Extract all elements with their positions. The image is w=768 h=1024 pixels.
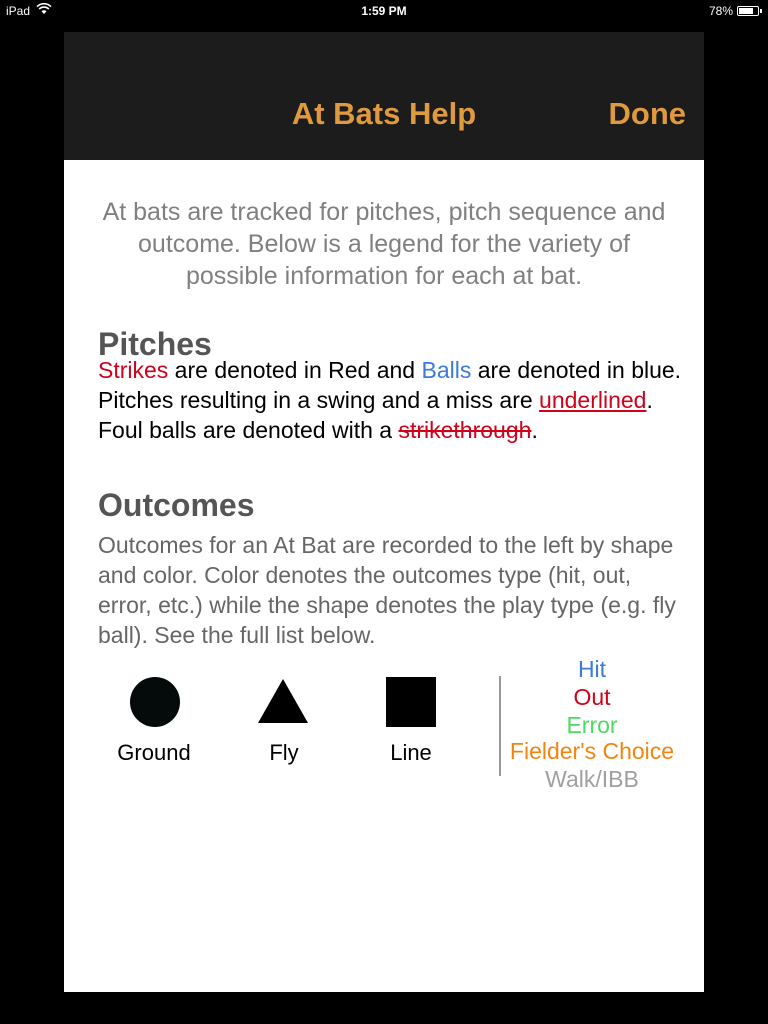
battery-percent: 78% (708, 4, 733, 18)
balls-text: Balls (421, 357, 472, 383)
pitches-description (98, 355, 688, 445)
intro-text: At bats are tracked for pitches, pitch sequence and outcome. Below is a legend for the variety of possible information for each at bat. (102, 198, 666, 290)
battery-icon (737, 6, 759, 16)
strikes-text: Strikes (98, 357, 169, 383)
ground-label: Ground (117, 740, 191, 765)
legend-error: Error (566, 712, 618, 738)
pitches-heading: Pitches (98, 326, 212, 362)
circle-icon (129, 676, 181, 728)
page-title: At Bats Help (291, 96, 477, 131)
legend-fielders-choice: Fielder's Choice (509, 738, 675, 764)
fly-label: Fly (269, 740, 299, 765)
battery-indicator (709, 4, 762, 18)
pitches-text-1: are denoted in Red and (168, 357, 422, 383)
pitches-text-2: are denoted in blue. Pitches resulting in a swing and a miss are (98, 357, 682, 413)
legend-hit: Hit (577, 656, 607, 682)
help-sheet (64, 32, 704, 992)
nav-bar (64, 32, 704, 160)
square-icon (385, 676, 437, 728)
underlined-example: underlined (539, 387, 647, 413)
strikethrough-example: strikethrough (398, 417, 532, 443)
outcomes-heading: Outcomes (98, 487, 255, 523)
pitches-text-3: . Foul balls are denoted with a (98, 387, 653, 443)
legend-walk-ibb: Walk/IBB (545, 766, 639, 792)
status-time: 1:59 PM (361, 4, 407, 18)
legend-out: Out (573, 684, 611, 710)
outcomes-description: Outcomes for an At Bat are recorded to the left by shape and color. Color denotes the outcomes type (hit, out, error, etc.) while the shape denotes the play type (e.g. fly ball). See the full list below. (98, 532, 676, 648)
status-bar (0, 0, 768, 22)
device-label: iPad (6, 4, 31, 18)
triangle-icon (257, 678, 309, 724)
line-label: Line (390, 740, 432, 765)
done-button[interactable]: Done (608, 96, 686, 131)
pitches-text-4: . (531, 417, 538, 443)
